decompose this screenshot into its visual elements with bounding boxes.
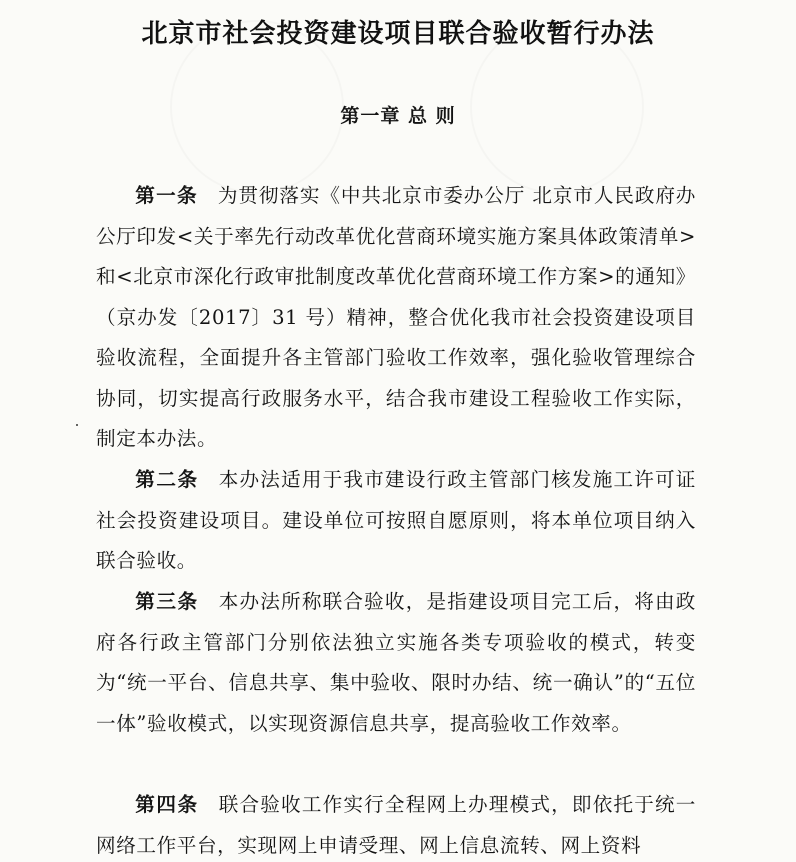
article-3-label: 第三条 (135, 590, 199, 613)
article-1-label: 第一条 (135, 184, 198, 207)
scan-speck (76, 424, 78, 426)
article-3-text: 本办法所称联合验收，是指建设项目完工后，将由政府各行政主管部门分别依法独立实施各类专项验收的模式，转变为“统一平台、信息共享、集中验收、限时办结、统一确认”的“五位一体”验收模式，以实现资源信息共享，提高验收工作效率。 (96, 590, 696, 735)
chapter-heading: 第一章 总 则 (340, 105, 456, 127)
article-1 (96, 176, 696, 460)
article-2-text: 本办法适用于我市建设行政主管部门核发施工许可证社会投资建设项目。建设单位可按照自愿原则，将本单位项目纳入联合验收。 (96, 468, 696, 572)
article-2-label: 第二条 (135, 468, 199, 491)
article-4-label: 第四条 (135, 793, 199, 816)
document-title: 北京市社会投资建设项目联合验收暂行办法 (141, 19, 655, 49)
article-4 (96, 785, 696, 862)
article-3 (96, 582, 696, 744)
article-2 (96, 460, 696, 582)
article-4-text: 联合验收工作实行全程网上办理模式，即依托于统一网络工作平台，实现网上申请受理、网上信息流转、网上资料 (96, 793, 696, 857)
article-1-text: 为贯彻落实《中共北京市委办公厅 北京市人民政府办公厅印发<关于率先行动改革优化营商环境实施方案具体政策清单>和<北京市深化行政审批制度改革优化营商环境工作方案>的通知》（京办发〔2017〕31 号）精神，整合优化我市社会投资建设项目验收流程，全面提升各主管部门验收工作效率，强化验收管理综合协同，切实提高行政服务水平，结合我市建设工程验收工作实际，制定本办法。 (96, 184, 697, 450)
